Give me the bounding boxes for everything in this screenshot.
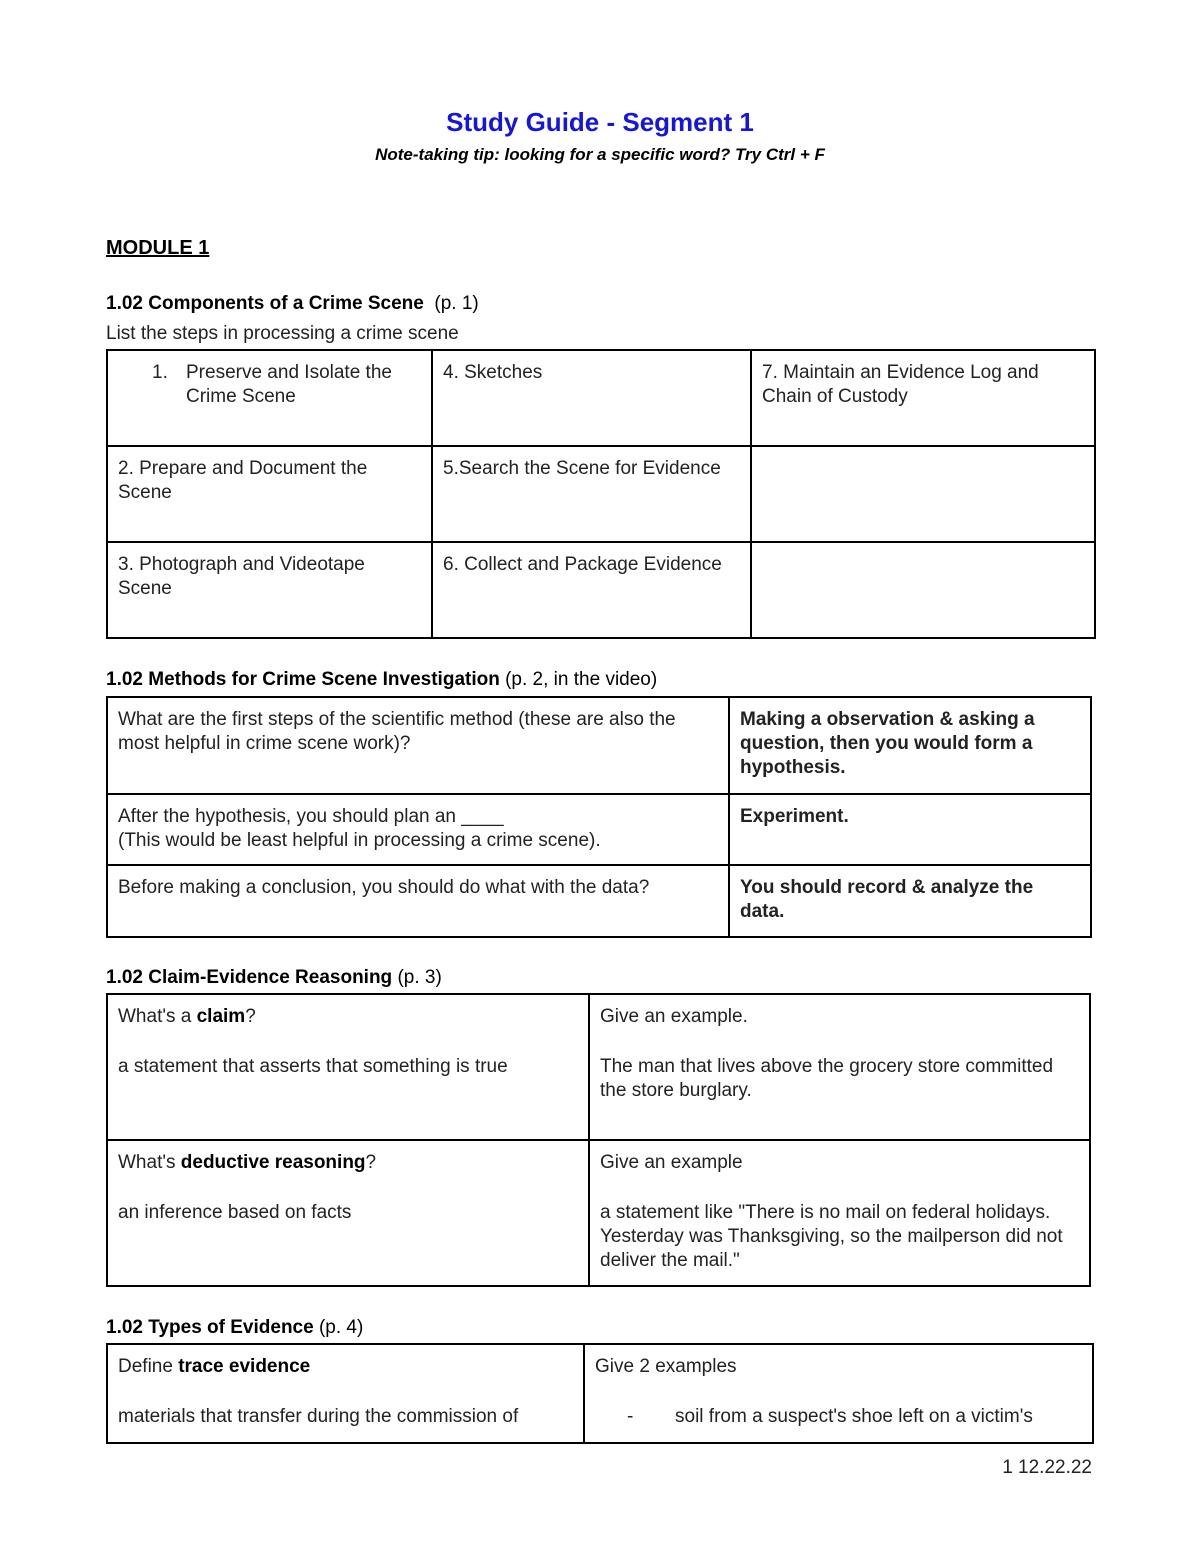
table-cell	[751, 446, 1095, 542]
page-footer: 1 12.22.22	[1002, 1457, 1092, 1478]
example-prompt: Give an example.	[600, 1006, 748, 1027]
question-cell	[107, 1344, 584, 1443]
example-text: a statement like "There is no mail on federal holidays. Yesterday was Thanksgiving, so the mailperson did not deliver the mail."	[600, 1202, 1063, 1271]
table-cell: 2. Prepare and Document the Scene	[107, 446, 432, 542]
answer-cell: Making a observation & asking a question, then you would form a hypothesis.	[729, 697, 1091, 794]
crime-scene-steps-table	[106, 349, 1096, 639]
claim-evidence-table	[106, 993, 1091, 1287]
example-cell	[589, 994, 1090, 1140]
page-reference: (p. 4)	[318, 1317, 364, 1338]
table-cell	[107, 350, 432, 446]
bullet-dash: -	[627, 1406, 634, 1427]
list-item	[595, 1405, 1082, 1429]
answer-text: materials that transfer during the commission of	[118, 1406, 519, 1427]
section-heading-evidence-types	[106, 1316, 363, 1340]
example-cell	[584, 1344, 1093, 1443]
evidence-types-table	[106, 1343, 1094, 1444]
question-cell	[107, 994, 589, 1140]
example-cell	[589, 1140, 1090, 1286]
table-cell: 5.Search the Scene for Evidence	[432, 446, 751, 542]
example-prompt: Give an example	[600, 1152, 743, 1173]
scientific-method-table	[106, 696, 1092, 938]
keyword: deductive reasoning	[180, 1152, 366, 1173]
list-number: 1.	[152, 362, 168, 383]
table-cell: 4. Sketches	[432, 350, 751, 446]
section-heading-methods	[106, 668, 657, 692]
section-instruction: List the steps in processing a crime scene	[106, 323, 459, 344]
step-text: Preserve and Isolate the Crime Scene	[186, 362, 392, 407]
section-heading-components	[106, 292, 479, 316]
question-cell	[107, 1140, 589, 1286]
example-text: soil from a suspect's shoe left on a victim's	[675, 1406, 1033, 1427]
example-prompt: Give 2 examples	[595, 1356, 737, 1377]
section-title: 1.02 Methods for Crime Scene Investigation	[106, 669, 500, 690]
keyword: trace evidence	[178, 1356, 311, 1377]
question-text: Define trace evidence	[118, 1356, 311, 1377]
page-reference: (p. 3)	[397, 967, 442, 988]
section-title: 1.02 Types of Evidence	[106, 1317, 314, 1338]
question-note: (This would be least helpful in processing a crime scene).	[118, 830, 601, 851]
module-heading: MODULE 1	[106, 237, 210, 259]
page-reference: (p. 2, in the video)	[505, 669, 658, 690]
page-title: Study Guide - Segment 1	[446, 107, 754, 137]
table-cell: 3. Photograph and Videotape Scene	[107, 542, 432, 638]
answer-text: an inference based on facts	[118, 1202, 352, 1223]
section-title: 1.02 Components of a Crime Scene	[106, 293, 424, 314]
question-cell: What are the first steps of the scientific method (these are also the most helpful in crime scene work)?	[107, 697, 729, 794]
question-cell: Before making a conclusion, you should do what with the data?	[107, 865, 729, 937]
example-text: The man that lives above the grocery store committed the store burglary.	[600, 1056, 1054, 1101]
answer-text: a statement that asserts that something is true	[118, 1056, 508, 1077]
note-taking-tip: Note-taking tip: looking for a specific word? Try Ctrl + F	[375, 145, 825, 164]
table-cell: 7. Maintain an Evidence Log and Chain of Custody	[751, 350, 1095, 446]
section-heading-cer	[106, 966, 442, 990]
answer-cell: Experiment.	[729, 794, 1091, 865]
page-reference: (p. 1)	[434, 293, 479, 314]
question-text: What's deductive reasoning?	[118, 1152, 377, 1173]
table-cell	[751, 542, 1095, 638]
table-cell: 6. Collect and Package Evidence	[432, 542, 751, 638]
question-line: After the hypothesis, you should plan an ____	[118, 806, 504, 827]
question-text: What's a claim?	[118, 1006, 256, 1027]
answer-cell: You should record & analyze the data.	[729, 865, 1091, 937]
question-cell	[107, 794, 729, 865]
section-title: 1.02 Claim-Evidence Reasoning	[106, 967, 393, 988]
keyword: claim	[196, 1006, 246, 1027]
